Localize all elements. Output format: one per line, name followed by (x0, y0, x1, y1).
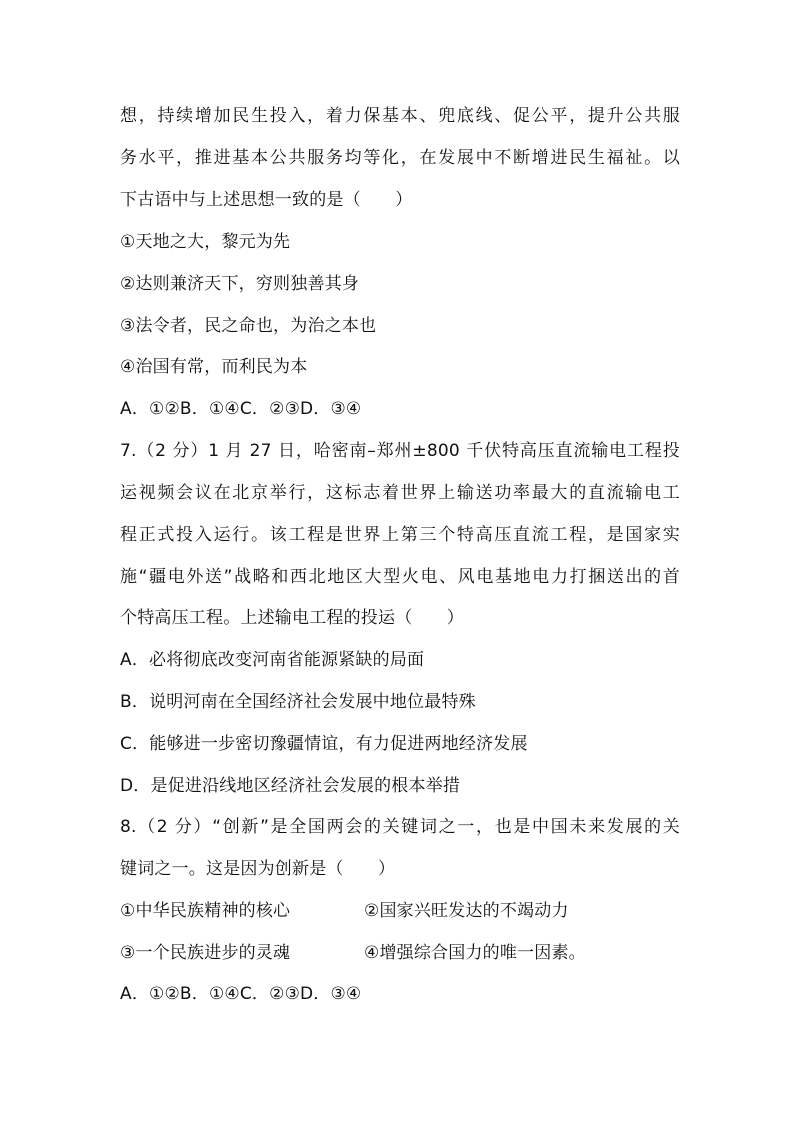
q7-option-c: C．能够进一步密切豫疆情谊，有力促进两地经济发展 (120, 734, 528, 754)
q7-text-line-5: 个特高压工程。上述输电工程的投运（ ） (120, 608, 464, 628)
q6-item-3: ③法令者，民之命也，为治之本也 (120, 316, 377, 336)
q7-option-b: B．说明河南在全国经济社会发展中地位最特殊 (120, 692, 476, 712)
q7-option-d: D．是促进沿线地区经济社会发展的根本举措 (120, 776, 461, 796)
q8-answer-options: A．①②B．①④C．②③D．③④ (120, 984, 362, 1004)
q8-item-2: ②国家兴旺发达的不竭动力 (364, 901, 569, 921)
q8-item-4: ④增强综合国力的唯一因素。 (364, 943, 586, 963)
q7-text-line-2: 运视频会议在北京举行，这标志着世界上输送功率最大的直流输电工 (120, 483, 680, 503)
q6-text-line-1: 想，持续增加民生投入，着力保基本、兜底线、促公平，提升公共服 (120, 106, 680, 126)
q6-item-2: ②达则兼济天下，穷则独善其身 (120, 274, 360, 294)
q6-text-line-3: 下古语中与上述思想一致的是（ ） (120, 190, 413, 210)
q7-text-line-1: 7.（2 分）1 月 27 日，哈密南–郑州±800 千伏特高压直流输电工程投 (120, 441, 680, 461)
q6-text-line-2: 务水平，推进基本公共服务均等化，在发展中不断增进民生福祉。以 (120, 148, 680, 168)
q8-items-row-1 (120, 897, 680, 925)
q6-item-1: ①天地之大，黎元为先 (120, 232, 291, 252)
q6-answer-options: A．①②B．①④C．②③D．③④ (120, 399, 362, 419)
q8-item-3: ③一个民族进步的灵魂 (120, 943, 291, 963)
q7-text-line-4: 施“疆电外送”战略和西北地区大型火电、风电基地电力打捆送出的首 (120, 567, 680, 587)
q8-item-1: ①中华民族精神的核心 (120, 901, 291, 921)
q7-option-a: A．必将彻底改变河南省能源紧缺的局面 (120, 650, 425, 670)
q8-text-line-2: 键词之一。这是因为创新是（ ） (120, 859, 396, 879)
q6-item-4: ④治国有常，而利民为本 (120, 357, 308, 377)
q8-text-line-1: 8.（2 分）“创新”是全国两会的关键词之一，也是中国未来发展的关 (120, 817, 680, 837)
q8-items-row-2 (120, 939, 680, 967)
q7-text-line-3: 程正式投入运行。该工程是世界上第三个特高压直流工程，是国家实 (120, 525, 680, 545)
